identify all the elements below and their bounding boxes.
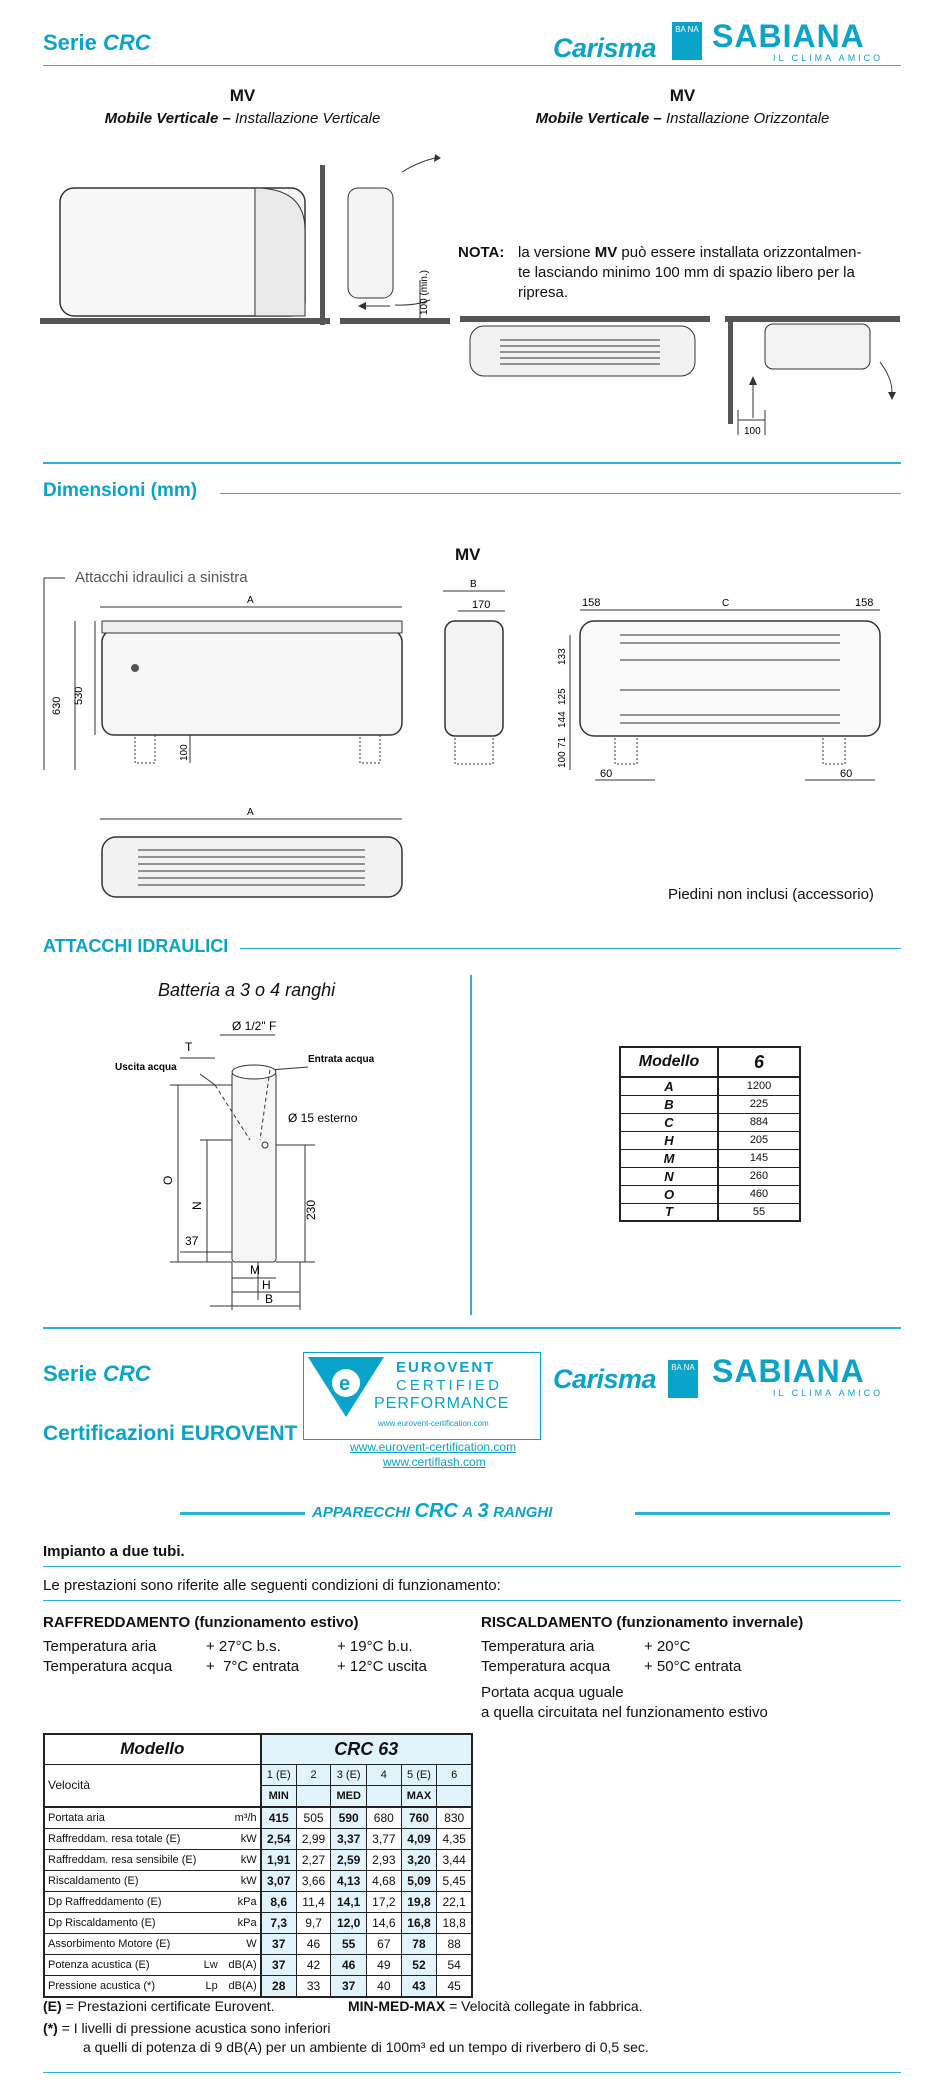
perf-cell: 680: [367, 1807, 402, 1829]
perf-cell: 43: [401, 1975, 437, 1997]
carisma-logo: Carisma: [553, 33, 657, 63]
dimension-table: [619, 1046, 801, 1222]
performance-table: [43, 1733, 473, 1998]
raff-row2-val1: + 7°C entrata: [206, 1658, 300, 1675]
perf-cell: 4,13: [331, 1870, 367, 1891]
raffreddamento-title: RAFFREDDAMENTO (funzionamento estivo): [43, 1614, 359, 1631]
perf-cell: 4,09: [401, 1828, 437, 1849]
portata-line1: Portata acqua uguale: [481, 1684, 624, 1701]
dimension-key: B: [620, 1095, 718, 1113]
eurovent-line2: CERTIFIED: [396, 1377, 502, 1394]
footer-rule: [43, 2072, 901, 2073]
hydraulic-connection-drawing: [100, 1010, 440, 1310]
perf-cell: 4,68: [367, 1870, 402, 1891]
perf-row-label: Raffreddam. resa sensibile (E): [44, 1849, 221, 1870]
perf-row-unit: kW: [221, 1849, 261, 1870]
dimension-row: [620, 1149, 800, 1167]
perf-cell: 28: [261, 1975, 297, 1997]
horizontal-install-drawing: [460, 310, 900, 445]
dimension-table-model-header: Modello: [620, 1047, 718, 1077]
velocita-label: Velocità: [44, 1764, 261, 1807]
nota-bold: MV: [594, 244, 618, 261]
header-rule: [43, 65, 901, 66]
speed-5: 5 (E): [401, 1764, 437, 1785]
vertical-install-drawing: [40, 150, 460, 330]
risc-row1-label: Temperatura aria: [481, 1638, 595, 1655]
perf-row: [44, 1849, 472, 1870]
perf-cell: 42: [296, 1954, 331, 1975]
raff-row1-label: Temperatura aria: [43, 1638, 157, 1655]
attacchi-sinistra-label: Attacchi idraulici a sinistra: [75, 569, 248, 586]
perf-cell: 2,54: [261, 1828, 297, 1849]
dim-B-attacchi: B: [265, 1292, 274, 1306]
perf-row-label-text: Potenza acustica (E): [48, 1958, 150, 1971]
attacchi-title: ATTACCHI IDRAULICI: [43, 936, 238, 957]
dimension-row: [620, 1131, 800, 1149]
dim-158-left: 158: [582, 597, 601, 609]
dim-60-right: 60: [840, 768, 853, 780]
banner-rule-right: [635, 1512, 890, 1515]
dim-144: 144: [557, 711, 568, 728]
dim-100-foot: 100: [179, 744, 190, 761]
perf-cell: 78: [401, 1933, 437, 1954]
apparecchi-banner: [312, 1500, 552, 1523]
perf-cell: 505: [296, 1807, 331, 1829]
sabiana-logo: SABIANA: [712, 18, 865, 54]
min-clearance-label: 100 (min.): [419, 269, 430, 315]
entrata-acqua-label: Entrata acqua: [308, 1054, 375, 1065]
dim-100-back: 100: [557, 751, 568, 768]
eurovent-line1: EUROVENT: [396, 1359, 496, 1376]
dimension-value: 55: [718, 1203, 800, 1221]
perf-row: [44, 1975, 472, 1997]
perf-cell: 46: [296, 1933, 331, 1954]
perf-row-unit: kW: [221, 1870, 261, 1891]
perf-row-label-text: Pressione acustica (*): [48, 1979, 155, 1992]
dimension-value: 260: [718, 1167, 800, 1185]
dim-B-top: B: [470, 579, 477, 590]
perf-cell: 22,1: [437, 1891, 472, 1912]
perf-cell: 18,8: [437, 1912, 472, 1933]
sabiana-tagline: IL CLIMA AMICO: [773, 53, 884, 63]
risc-row1-val: + 20°C: [644, 1638, 691, 1655]
perf-cell: 5,09: [401, 1870, 437, 1891]
perf-row-label: Dp Riscaldamento (E): [44, 1912, 221, 1933]
dimension-table-value-header: 6: [718, 1047, 800, 1077]
perf-cell: 49: [367, 1954, 402, 1975]
perf-row-unit: kPa: [221, 1912, 261, 1933]
perf-cell: 2,27: [296, 1849, 331, 1870]
install-right-sub-bold: Mobile Verticale –: [535, 110, 662, 127]
series-prefix-2: Serie: [43, 1361, 97, 1386]
dimension-key: M: [620, 1149, 718, 1167]
perf-row: [44, 1807, 472, 1829]
note-mmm: [348, 1998, 643, 2014]
dimensioni-title: Dimensioni (mm): [43, 480, 207, 502]
perf-cell: 46: [331, 1954, 367, 1975]
dimension-drawings: [40, 565, 910, 915]
series-name: CRC: [102, 30, 151, 55]
risc-row2-val: + 50°C entrata: [644, 1658, 742, 1675]
perf-cell: 14,1: [331, 1891, 367, 1912]
note-star-line1: = I livelli di pressione acustica sono inferiori: [61, 2020, 331, 2036]
dim-133: 133: [557, 648, 568, 665]
raff-row2-val2: + 12°C uscita: [337, 1658, 427, 1675]
perf-row-unit: W: [221, 1933, 261, 1954]
dimension-value: 205: [718, 1131, 800, 1149]
install-right-sub-text: Installazione Orizzontale: [665, 110, 830, 127]
perf-cell: 45: [437, 1975, 472, 1997]
note-e: [43, 1998, 275, 2014]
dim-A-top: A: [247, 595, 254, 606]
series-prefix: Serie: [43, 30, 97, 55]
dimension-value: 884: [718, 1113, 800, 1131]
perf-cell: 33: [296, 1975, 331, 1997]
impianto-label: Impianto a due tubi.: [43, 1543, 185, 1560]
perf-row: [44, 1954, 472, 1975]
speed-4: 4: [367, 1764, 402, 1785]
eurovent-line3: PERFORMANCE: [374, 1395, 510, 1412]
dimension-row: [620, 1203, 800, 1221]
install-left-sub-bold: Mobile Verticale –: [104, 110, 231, 127]
eurovent-url-small: www.eurovent-certification.com: [378, 1419, 489, 1428]
eurovent-link[interactable]: www.eurovent-certification.com: [350, 1440, 517, 1454]
banner-word-4: 3: [477, 1500, 489, 1522]
perf-cell: 54: [437, 1954, 472, 1975]
dim-530: 530: [73, 686, 85, 705]
dim-71: 71: [557, 736, 568, 748]
perf-row-label: Riscaldamento (E): [44, 1870, 221, 1891]
banner-word-5: RANGHI: [493, 1504, 553, 1521]
install-left-title: MV: [229, 86, 256, 105]
dimensioni-rule: [220, 493, 901, 494]
carisma-logo-2: Carisma: [553, 1364, 657, 1394]
install-right-heading: [510, 86, 855, 127]
perf-row-label: Assorbimento Motore (E): [44, 1933, 221, 1954]
perf-cell: 5,45: [437, 1870, 472, 1891]
perf-crc-header: CRC 63: [261, 1734, 472, 1764]
perf-cell: 2,99: [296, 1828, 331, 1849]
dimension-row: [620, 1167, 800, 1185]
speed-min: MIN: [261, 1785, 297, 1807]
note-e-text: = Prestazioni certificate Eurovent.: [65, 1998, 275, 2014]
nota-block: [458, 243, 898, 303]
perf-row-label: Portata aria: [44, 1807, 221, 1829]
install-right-sub: [510, 110, 855, 127]
sabiana-box-icon: BA NA: [672, 22, 702, 60]
perf-cell: 9,7: [296, 1912, 331, 1933]
perf-cell: 40: [367, 1975, 402, 1997]
perf-cell: 55: [331, 1933, 367, 1954]
dimension-key: T: [620, 1203, 718, 1221]
svg-text:e: e: [339, 1373, 351, 1395]
perf-cell: 760: [401, 1807, 437, 1829]
perf-cell: 830: [437, 1807, 472, 1829]
dimension-value: 145: [718, 1149, 800, 1167]
dimension-row: [620, 1185, 800, 1203]
perf-cell: 3,07: [261, 1870, 297, 1891]
dim-125: 125: [557, 688, 568, 705]
perf-cell: 17,2: [367, 1891, 402, 1912]
page-break-rule: [43, 1327, 901, 1329]
risc-row2-label: Temperatura acqua: [481, 1658, 611, 1675]
perf-cell: 12,0: [331, 1912, 367, 1933]
perf-row-label: Dp Raffreddamento (E): [44, 1891, 221, 1912]
perf-cell: 590: [331, 1807, 367, 1829]
perf-cell: 88: [437, 1933, 472, 1954]
dimension-value: 460: [718, 1185, 800, 1203]
perf-cell: 3,20: [401, 1849, 437, 1870]
install-left-sub-text: Installazione Verticale: [234, 110, 381, 127]
prestazioni-text: Le prestazioni sono riferite alle seguenti condizioni di funzionamento:: [43, 1577, 501, 1594]
dim-C: C: [722, 598, 730, 609]
dimension-row: [620, 1113, 800, 1131]
series-title: [43, 30, 151, 56]
dimension-key: N: [620, 1167, 718, 1185]
perf-cell: 67: [367, 1933, 402, 1954]
note-mmm-key: MIN-MED-MAX: [348, 1998, 446, 2014]
note-star: [43, 2019, 649, 2057]
series-title-2: [43, 1361, 151, 1387]
perf-cell: 2,93: [367, 1849, 402, 1870]
uscita-acqua-label: Uscita acqua: [115, 1062, 177, 1073]
dimension-value: 225: [718, 1095, 800, 1113]
sabiana-logo-2: SABIANA: [712, 1353, 865, 1389]
perf-speed-row: [44, 1764, 472, 1785]
esterno-label: Ø 15 esterno: [288, 1111, 358, 1125]
banner-word-3: A: [462, 1504, 474, 1521]
perf-row-unit: m³/h: [221, 1807, 261, 1829]
dim-100-label: 100: [744, 426, 761, 437]
impianto-rule: [43, 1566, 901, 1567]
dimension-key: H: [620, 1131, 718, 1149]
speed-max: MAX: [401, 1785, 437, 1807]
perf-cell: 2,59: [331, 1849, 367, 1870]
nota-label: NOTA:: [458, 244, 505, 261]
series-name-2: CRC: [102, 1361, 151, 1386]
dimension-table-header: [620, 1047, 800, 1077]
dim-N: N: [190, 1201, 204, 1210]
perf-cell: 37: [261, 1954, 297, 1975]
dim-T: T: [185, 1040, 193, 1054]
perf-row-unit2: Lw: [203, 1958, 218, 1971]
banner-word-2: CRC: [414, 1500, 458, 1522]
perf-row: [44, 1891, 472, 1912]
cert-title: Certificazioni EUROVENT: [43, 1422, 298, 1445]
perf-cell: 7,3: [261, 1912, 297, 1933]
dim-60-left: 60: [600, 768, 613, 780]
dim-M: M: [250, 1263, 260, 1277]
perf-cell: 3,44: [437, 1849, 472, 1870]
perf-cell: 11,4: [296, 1891, 331, 1912]
nota-pre: la versione: [518, 244, 591, 261]
dimensioni-mv: MV: [455, 545, 481, 564]
riscaldamento-conditions: [481, 1637, 768, 1723]
speed-2: 2: [296, 1764, 331, 1785]
perf-row: [44, 1912, 472, 1933]
section-rule: [43, 462, 901, 464]
dimension-key: C: [620, 1113, 718, 1131]
install-left-heading: [85, 86, 400, 127]
banner-rule-left: [180, 1512, 305, 1515]
portata-line2: a quella circuitata nel funzionamento estivo: [481, 1704, 768, 1721]
dim-O: O: [161, 1175, 175, 1185]
nota-line2: te lasciando minimo 100 mm di spazio libero per la: [518, 264, 855, 281]
note-mmm-text: = Velocità collegate in fabbrica.: [449, 1998, 643, 2014]
sabiana-box-icon-2: BA NA: [668, 1360, 698, 1398]
install-left-sub: [85, 110, 400, 127]
prestazioni-rule: [43, 1600, 901, 1601]
install-right-title: MV: [669, 86, 696, 105]
perf-row-label: [44, 1975, 221, 1997]
perf-row-unit: dB(A): [221, 1975, 261, 1997]
perf-row-unit2: Lp: [205, 1979, 218, 1992]
dim-230: 230: [304, 1199, 318, 1220]
dim-170: 170: [472, 599, 491, 611]
note-star-line2: a quelli di potenza di 9 dB(A) per un ambiente di 100m³ ed un tempo di riverbero di 0,5 sec.: [83, 2039, 649, 2055]
raff-row1-val2: + 19°C b.u.: [337, 1638, 413, 1655]
perf-cell: 415: [261, 1807, 297, 1829]
raffreddamento-conditions: [43, 1637, 427, 1677]
dimension-row: [620, 1077, 800, 1095]
sabiana-tagline-2: IL CLIMA AMICO: [773, 1388, 884, 1398]
dimension-value: 1200: [718, 1077, 800, 1095]
dimension-row: [620, 1095, 800, 1113]
perf-cell: 1,91: [261, 1849, 297, 1870]
perf-row-label: Raffreddam. resa totale (E): [44, 1828, 221, 1849]
dim-A-bottom: A: [247, 807, 254, 818]
attacchi-divider: [470, 975, 472, 1315]
dim-630: 630: [51, 696, 63, 715]
dim-H: H: [262, 1278, 271, 1292]
perf-cell: 3,66: [296, 1870, 331, 1891]
perf-row: [44, 1870, 472, 1891]
thread-label: Ø 1/2" F: [232, 1019, 277, 1033]
banner-word-1: APPARECCHI: [312, 1504, 411, 1521]
raff-row1-val1: + 27°C b.s.: [206, 1638, 281, 1655]
perf-row-unit: kW: [221, 1828, 261, 1849]
speed-1: 1 (E): [261, 1764, 297, 1785]
certiflash-link[interactable]: www.certiflash.com: [383, 1455, 486, 1469]
piedini-note: Piedini non inclusi (accessorio): [668, 886, 874, 903]
perf-cell: 37: [331, 1975, 367, 1997]
batteria-title: Batteria a 3 o 4 ranghi: [158, 980, 336, 1000]
raff-row2-label: Temperatura acqua: [43, 1658, 173, 1675]
perf-cell: 16,8: [401, 1912, 437, 1933]
speed-6: 6: [437, 1764, 472, 1785]
perf-cell: 8,6: [261, 1891, 297, 1912]
perf-row-unit: dB(A): [221, 1954, 261, 1975]
dim-37: 37: [185, 1234, 199, 1248]
perf-model-header: Modello: [44, 1734, 261, 1764]
perf-cell: 14,6: [367, 1912, 402, 1933]
perf-cell: 3,77: [367, 1828, 402, 1849]
perf-row: [44, 1933, 472, 1954]
dim-158-right: 158: [855, 597, 874, 609]
eurovent-logo: [303, 1352, 541, 1440]
perf-header-row: [44, 1734, 472, 1764]
perf-cell: 52: [401, 1954, 437, 1975]
speed-med: MED: [331, 1785, 367, 1807]
nota-line3: ripresa.: [518, 284, 569, 301]
perf-cell: 37: [261, 1933, 297, 1954]
perf-cell: 19,8: [401, 1891, 437, 1912]
dimension-key: A: [620, 1077, 718, 1095]
perf-cell: 4,35: [437, 1828, 472, 1849]
speed-3: 3 (E): [331, 1764, 367, 1785]
riscaldamento-title: RISCALDAMENTO (funzionamento invernale): [481, 1614, 804, 1631]
note-star-key: (*): [43, 2020, 58, 2036]
perf-row: [44, 1828, 472, 1849]
perf-cell: 3,37: [331, 1828, 367, 1849]
dimension-key: O: [620, 1185, 718, 1203]
perf-row-label: [44, 1954, 221, 1975]
attacchi-rule: [240, 948, 901, 949]
perf-row-unit: kPa: [221, 1891, 261, 1912]
nota-line1: può essere installata orizzontalmen-: [621, 244, 862, 261]
note-e-key: (E): [43, 1998, 62, 2014]
